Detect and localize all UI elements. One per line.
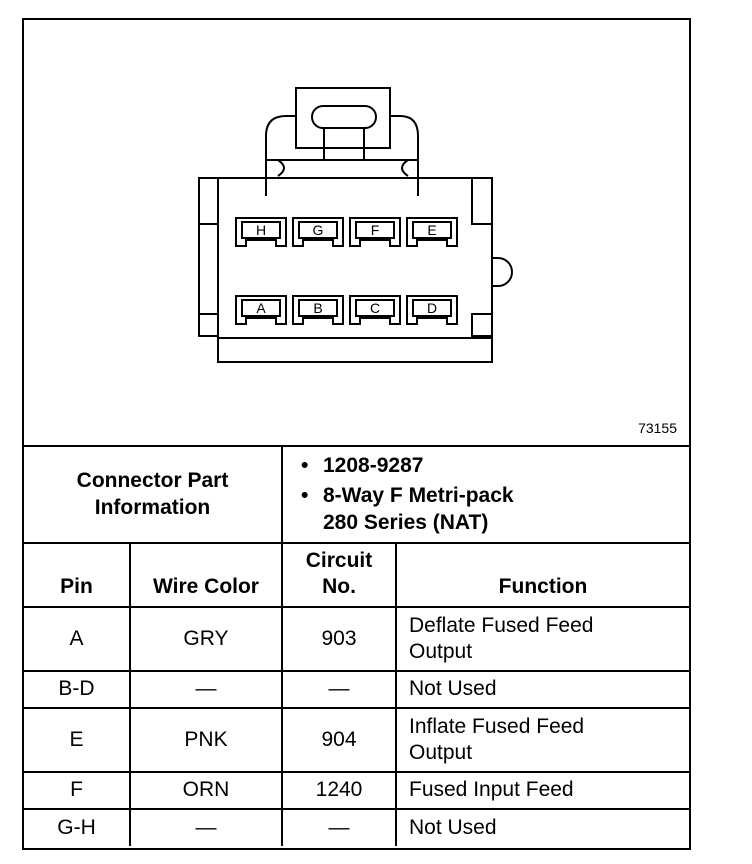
table-row xyxy=(24,772,689,809)
info-row xyxy=(24,446,689,543)
right-tab xyxy=(472,178,492,224)
circuit-cell: 1240 xyxy=(282,772,396,809)
wire-cell: — xyxy=(130,809,282,846)
left-tab xyxy=(199,178,218,224)
function-cell: Not Used xyxy=(396,671,689,708)
circuit-header xyxy=(282,543,396,607)
pin-cell: A xyxy=(24,607,130,671)
function-line2: Output xyxy=(409,741,473,764)
circuit-header-line2: No. xyxy=(322,574,356,598)
info-title-line2: Information xyxy=(94,495,211,519)
description-line xyxy=(301,483,689,536)
circuit-header-line1: Circuit xyxy=(305,548,373,572)
pin-label: A xyxy=(256,300,266,316)
pin-header: Pin xyxy=(24,543,130,607)
wire-cell: ORN xyxy=(130,772,282,809)
part-number-line xyxy=(301,453,689,479)
circuit-cell: 904 xyxy=(282,708,396,772)
function-cell: Not Used xyxy=(396,809,689,846)
function-line1: Inflate Fused Feed xyxy=(409,714,585,738)
pin-cell: G-H xyxy=(24,809,130,846)
circuit-cell: — xyxy=(282,671,396,708)
latch-housing xyxy=(266,88,418,196)
connector-drawing xyxy=(24,20,689,445)
function-cell xyxy=(396,607,689,671)
connector-body xyxy=(218,178,492,362)
latch-slot xyxy=(312,106,376,128)
function-line1: Deflate Fused Feed xyxy=(409,613,594,637)
pin-cell: F xyxy=(24,772,130,809)
left-lower-tab xyxy=(199,314,218,336)
part-number: 1208-9287 xyxy=(323,454,424,478)
table-row xyxy=(24,671,689,708)
key-bump xyxy=(492,258,512,286)
wire-color-header: Wire Color xyxy=(130,543,282,607)
connector-sheet xyxy=(22,18,691,850)
pin-label: D xyxy=(426,300,438,316)
pin-label: F xyxy=(370,222,380,238)
table-row xyxy=(24,607,689,671)
header-row xyxy=(24,543,689,607)
pin-cell: E xyxy=(24,708,130,772)
bullet-icon: • xyxy=(301,454,309,478)
table-row xyxy=(24,809,689,846)
function-cell: Fused Input Feed xyxy=(396,772,689,809)
circuit-cell: 903 xyxy=(282,607,396,671)
wire-cell: — xyxy=(130,671,282,708)
info-details-cell xyxy=(282,446,689,543)
wire-cell: PNK xyxy=(130,708,282,772)
wire-cell: GRY xyxy=(130,607,282,671)
figure-id: 73155 xyxy=(638,420,677,436)
pin-label: B xyxy=(313,300,323,316)
table-row xyxy=(24,708,689,772)
connector-table xyxy=(24,445,689,846)
pin-label: G xyxy=(312,222,324,238)
pin-cell: B-D xyxy=(24,671,130,708)
pin-label: H xyxy=(255,222,267,238)
description-line2: 280 Series (NAT) xyxy=(323,510,489,534)
connector-figure xyxy=(24,20,689,445)
function-cell xyxy=(396,708,689,772)
pin-label: C xyxy=(369,300,381,316)
circuit-cell: — xyxy=(282,809,396,846)
function-header: Function xyxy=(396,543,689,607)
right-lower-tab xyxy=(472,314,492,336)
pin-label: E xyxy=(427,222,437,238)
info-title-cell xyxy=(24,446,282,543)
function-line2: Output xyxy=(409,640,473,663)
description-line1: 8-Way F Metri-pack xyxy=(323,484,514,508)
bullet-icon: • xyxy=(301,484,309,508)
info-title-line1: Connector Part xyxy=(76,469,229,493)
